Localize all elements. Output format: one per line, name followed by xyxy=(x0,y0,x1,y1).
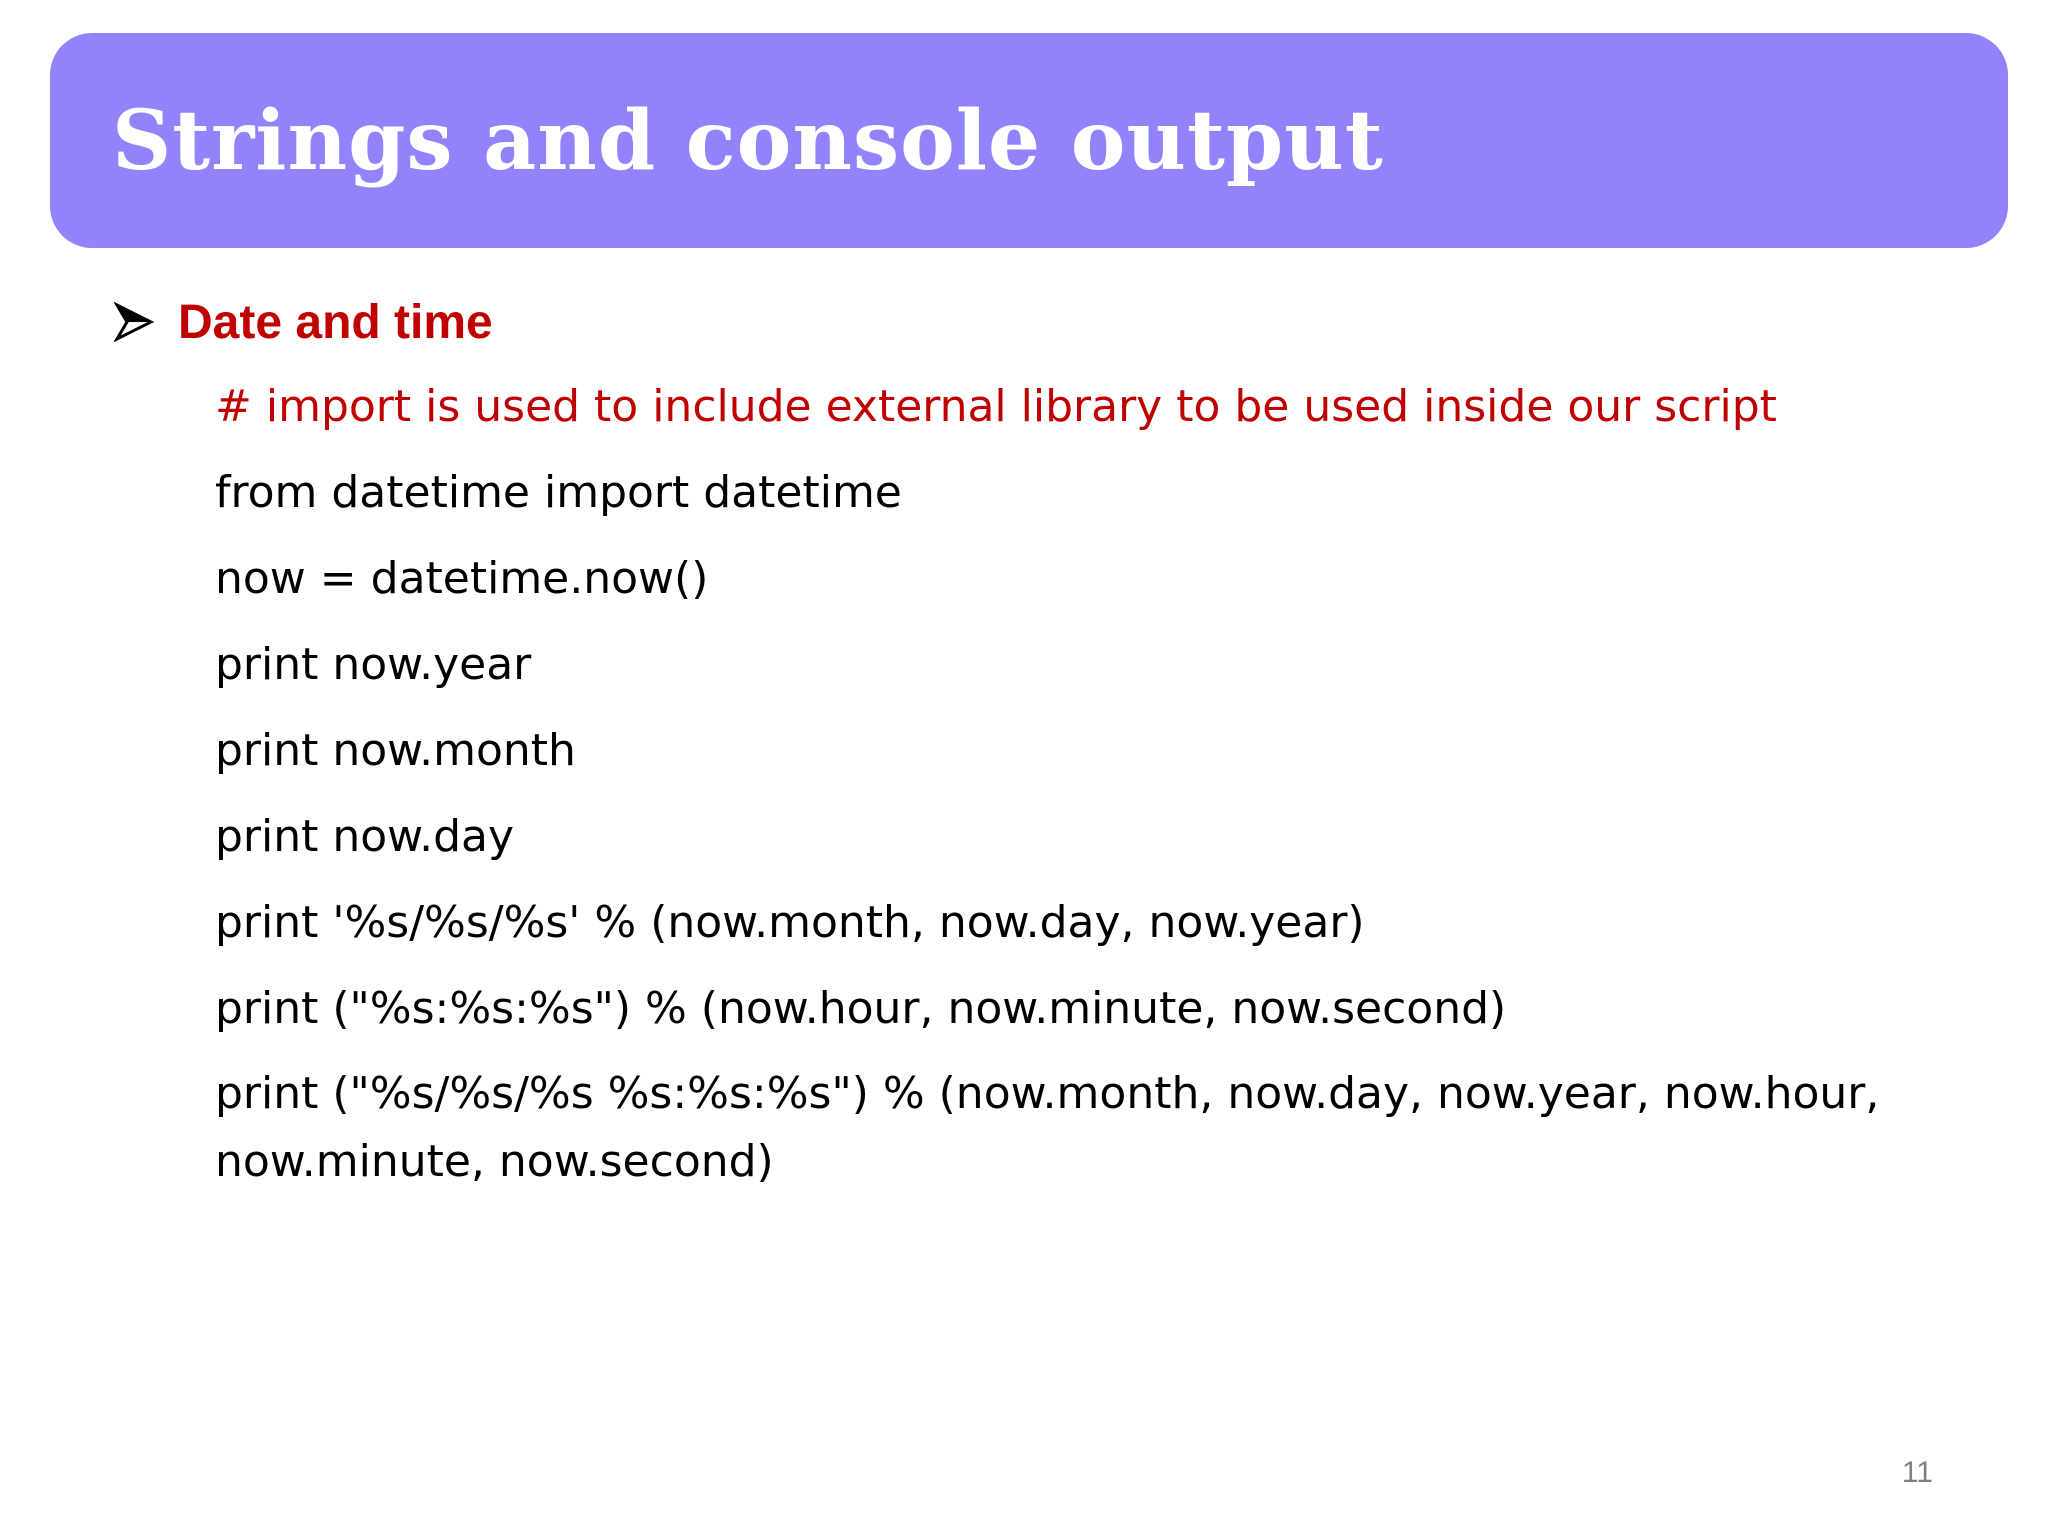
code-line: from datetime import datetime xyxy=(215,467,902,518)
code-line: print ("%s/%s/%s %s:%s:%s") % (now.month, now.day, now.year, now.hour, now.minute, now.second) xyxy=(215,1068,1880,1187)
arrowhead-bullet-icon xyxy=(114,302,154,342)
code-line: print now.day xyxy=(215,811,515,862)
bullet-item xyxy=(114,290,493,354)
code-line-comment: # import is used to include external library to be used inside our script xyxy=(215,381,1777,432)
code-block xyxy=(215,372,1995,1196)
code-line: print ("%s:%s:%s") % (now.hour, now.minute, now.second) xyxy=(215,983,1507,1034)
code-line: now = datetime.now() xyxy=(215,553,709,604)
code-line: print '%s/%s/%s' % (now.month, now.day, now.year) xyxy=(215,897,1365,948)
title-banner xyxy=(50,33,2008,248)
code-line: print now.year xyxy=(215,639,532,690)
code-line: print now.month xyxy=(215,725,576,776)
page-number: 11 xyxy=(1901,1456,1933,1489)
slide-title: Strings and console output xyxy=(112,92,1384,189)
bullet-heading: Date and time xyxy=(178,295,493,349)
